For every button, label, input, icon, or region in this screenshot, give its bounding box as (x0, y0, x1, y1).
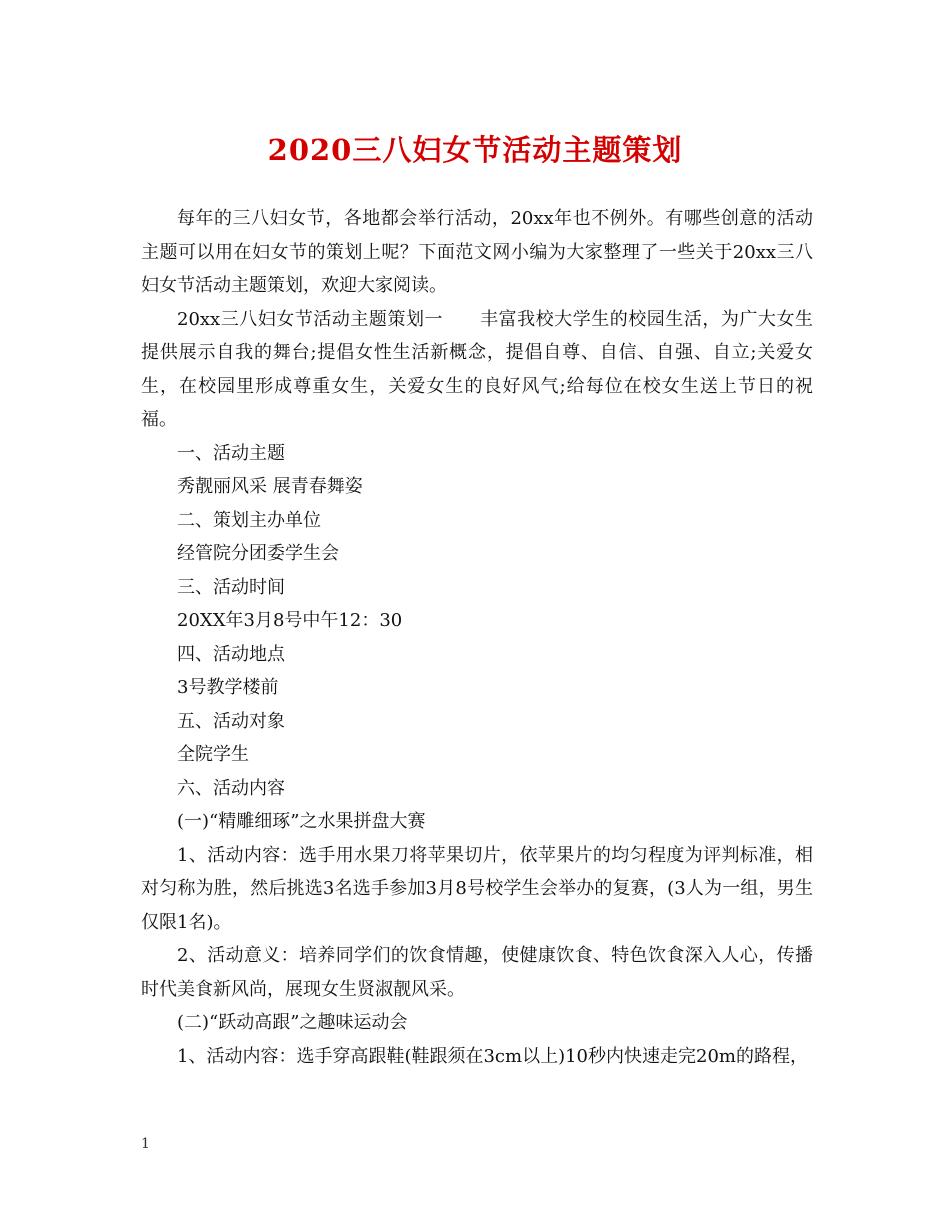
subsection-heading-fruit-platter: (一)“精雕细琢”之水果拼盘大赛 (177, 811, 426, 832)
document-body (141, 202, 813, 1073)
document-title: 2020三八妇女节活动主题策划 (267, 133, 683, 167)
plan-purpose-paragraph: 20xx三八妇女节活动主题策划一 丰富我校大学生的校园生活，为广大女生提供展示自我的舞台;提倡女性生活新概念，提倡自尊、自信、自强、自立;关爱女生，在校园里形成尊重女生，关爱女生的良好风气;给每位在校女生送上节日的祝福。 (141, 308, 813, 430)
page-number: 1 (141, 1136, 150, 1152)
section-heading-content: 六、活动内容 (177, 777, 285, 799)
intro-paragraph: 每年的三八妇女节，各地都会举行活动，20xx年也不例外。有哪些创意的活动主题可以用在妇女节的策划上呢？下面范文网小编为大家整理了一些关于20xx三八妇女节活动主题策划，欢迎大家阅读。 (141, 208, 813, 296)
location-text: 3号教学楼前 (177, 677, 279, 698)
fruit-platter-content-paragraph: 1、活动内容：选手用水果刀将苹果切片，依苹果片的均匀程度为评判标准，相对匀称为胜，然后挑选3名选手参加3月8号校学生会举办的复赛，(3人为一组，男生仅限1名)。 (141, 844, 813, 933)
subsection-heading-high-heels: (二)“跃动高跟”之趣味运动会 (177, 1012, 408, 1033)
fruit-platter-meaning-paragraph: 2、活动意义：培养同学们的饮食情趣，使健康饮食、特色饮食深入人心，传播时代美食新风尚，展现女生贤淑靓风采。 (141, 945, 813, 1000)
time-text: 20XX年3月8号中午12：30 (177, 610, 403, 631)
audience-text: 全院学生 (177, 744, 249, 765)
section-heading-time: 三、活动时间 (177, 576, 285, 598)
high-heels-content-paragraph: 1、活动内容：选手穿高跟鞋(鞋跟须在3cm以上)10秒内快速走完20m的路程， (177, 1045, 808, 1067)
section-heading-theme: 一、活动主题 (177, 442, 285, 464)
organizer-text: 经管院分团委学生会 (177, 543, 339, 564)
theme-text: 秀靓丽风采 展青春舞姿 (177, 476, 363, 497)
section-heading-audience: 五、活动对象 (177, 710, 285, 732)
section-heading-organizer: 二、策划主办单位 (177, 509, 321, 531)
section-heading-location: 四、活动地点 (177, 643, 285, 665)
